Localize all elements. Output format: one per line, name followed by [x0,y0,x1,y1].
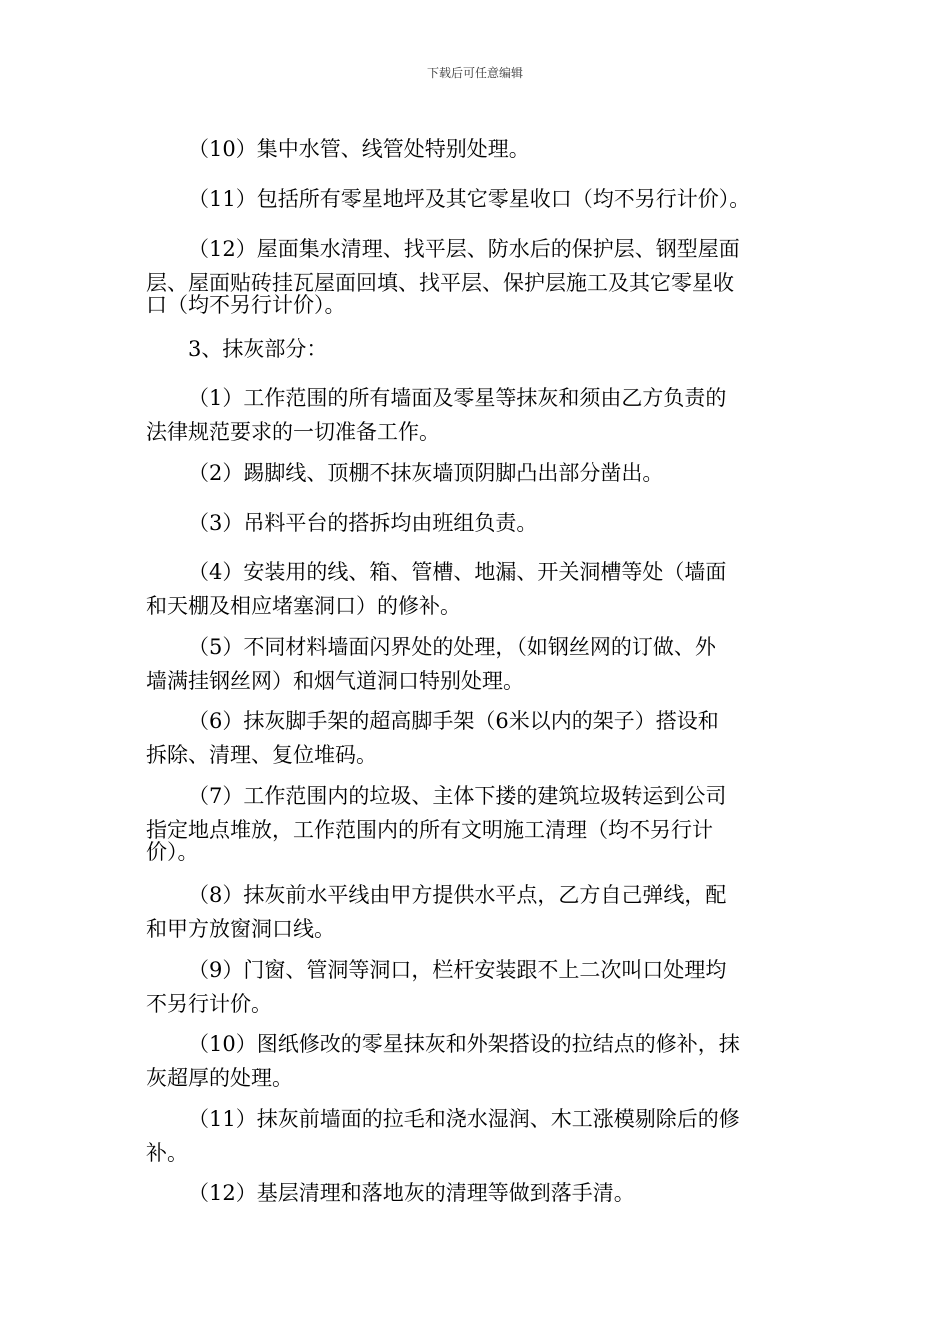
paragraph-line: 补。 [146,1141,188,1165]
paragraph-line: 价）。 [146,840,199,864]
paragraph-line: （12）基层清理和落地灰的清理等做到落手清。 [188,1181,635,1205]
paragraph-line: 灰超厚的处理。 [146,1066,293,1090]
paragraph-line: （4）安装用的线、箱、管槽、地漏、开关洞槽等处（墙面 [188,560,727,584]
paragraph-line: 和天棚及相应堵塞洞口）的修补。 [146,594,461,618]
paragraph-line: 层、屋面贴砖挂瓦屋面回填、找平层、保护层施工及其它零星收 [146,271,734,295]
paragraph-item-8 [146,878,822,946]
paragraph-item-12-b [146,1176,822,1210]
paragraph-item-11-b [146,1102,822,1170]
paragraph-item-6 [146,704,822,772]
paragraph-line: （12）屋面集水清理、找平层、防水后的保护层、钢型屋面 [188,237,740,261]
paragraph-line: 不另行计价。 [146,992,272,1016]
paragraph-item-9 [146,953,822,1021]
paragraph-line: 指定地点堆放，工作范围内的所有文明施工清理（均不另行计 [146,818,713,842]
paragraph-line: （3）吊料平台的搭拆均由班组负责。 [188,511,538,535]
paragraph-line: 和甲方放窗洞口线。 [146,917,335,941]
paragraph-item-7 [146,779,822,865]
paragraph-line: （10）图纸修改的零星抹灰和外架搭设的拉结点的修补，抹 [188,1032,740,1056]
paragraph-line: （9）门窗、管洞等洞口，栏杆安装跟不上二次叫口处理均 [188,958,727,982]
paragraph-line: （7）工作范围内的垃圾、主体下搂的建筑垃圾转运到公司 [188,784,727,808]
paragraph-line: 拆除、清理、复位堆码。 [146,743,377,767]
paragraph-line: （11）包括所有零星地坪及其它零星收口（均不另行计价）。 [188,187,751,211]
paragraph-line: （1）工作范围的所有墙面及零星等抹灰和须由乙方负责的 [188,386,727,410]
paragraph-line: （5）不同材料墙面闪界处的处理，（如钢丝网的订做、外 [188,635,716,659]
paragraph-item-2 [146,456,822,490]
paragraph-item-5 [146,630,822,698]
paragraph-line: 墙满挂钢丝网）和烟气道洞口特别处理。 [146,669,524,693]
paragraph-line: （8）抹灰前水平线由甲方提供水平点，乙方自己弹线，配 [188,883,727,907]
paragraph-item-1 [146,381,822,449]
paragraph-line: （2）踢脚线、顶棚不抹灰墙顶阴脚凸出部分凿出。 [188,461,664,485]
paragraph-line: （6）抹灰脚手架的超高脚手架（6米以内的架子）搭设和 [188,709,719,733]
paragraph-line: 法律规范要求的一切准备工作。 [146,420,440,444]
paragraph-line: （11）抹灰前墙面的拉毛和浇水湿润、木工涨模剔除后的修 [188,1107,740,1131]
paragraph-line: （10）集中水管、线管处特别处理。 [188,137,530,161]
paragraph-line: 口（均不另行计价）。 [146,293,346,317]
section-heading-plastering [146,332,822,366]
section-heading-text: 3、抹灰部分： [188,337,328,361]
paragraph-item-11-a [146,182,822,216]
paragraph-item-10-b [146,1027,822,1095]
page-header-note: 下载后可任意编辑 [426,66,523,80]
paragraph-item-12-a [146,232,822,318]
paragraph-item-10-a [146,132,822,166]
paragraph-item-4 [146,555,822,623]
paragraph-item-3 [146,506,822,540]
